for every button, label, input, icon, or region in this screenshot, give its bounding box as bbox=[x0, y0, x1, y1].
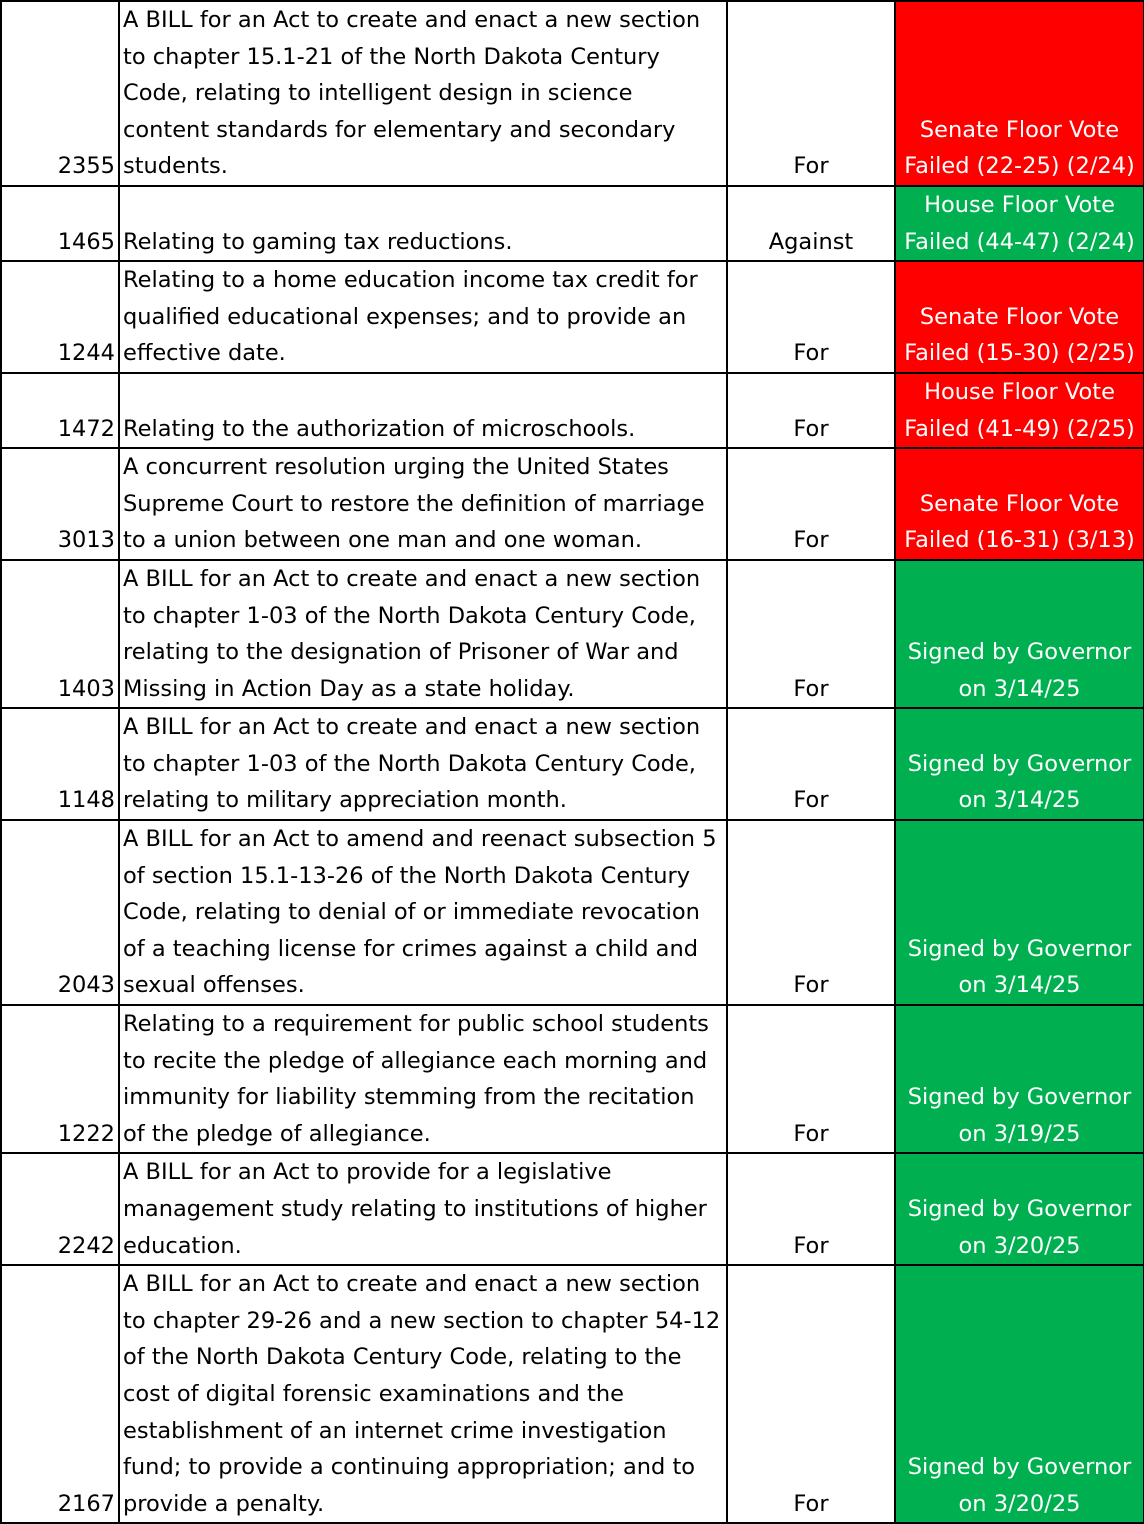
status-cell: Senate Floor Vote Failed (16-31) (3/13) bbox=[895, 448, 1144, 560]
bill-description: Relating to the authorization of microschools. bbox=[119, 373, 727, 448]
table-row bbox=[1, 1, 1144, 186]
bill-number: 2167 bbox=[1, 1265, 119, 1523]
bill-description: A BILL for an Act to create and enact a new section to chapter 1-03 of the North Dakota Century Code, relating to military appreciation month. bbox=[119, 708, 727, 820]
position-cell: For bbox=[727, 560, 895, 708]
bill-number: 1472 bbox=[1, 373, 119, 448]
bill-description: A concurrent resolution urging the United States Supreme Court to restore the definition of marriage to a union between one man and one woman. bbox=[119, 448, 727, 560]
status-cell: Senate Floor Vote Failed (22-25) (2/24) bbox=[895, 1, 1144, 186]
bill-description: A BILL for an Act to create and enact a new section to chapter 1-03 of the North Dakota Century Code, relating to the designation of Prisoner of War and Missing in Action Day as a state holiday. bbox=[119, 560, 727, 708]
status-cell: Signed by Governor on 3/14/25 bbox=[895, 820, 1144, 1005]
table-row bbox=[1, 186, 1144, 261]
bill-description: Relating to a home education income tax credit for qualified educational expenses; and to provide an effective date. bbox=[119, 261, 727, 373]
bill-description: A BILL for an Act to create and enact a new section to chapter 15.1-21 of the North Dakota Century Code, relating to intelligent design in science content standards for elementary and secondary students. bbox=[119, 1, 727, 186]
bill-number: 2242 bbox=[1, 1153, 119, 1265]
status-cell: Signed by Governor on 3/20/25 bbox=[895, 1153, 1144, 1265]
position-cell: For bbox=[727, 1265, 895, 1523]
position-cell: For bbox=[727, 1005, 895, 1153]
table-row bbox=[1, 1265, 1144, 1523]
position-cell: For bbox=[727, 708, 895, 820]
position-cell: For bbox=[727, 1153, 895, 1265]
position-cell: For bbox=[727, 261, 895, 373]
table-row bbox=[1, 1005, 1144, 1153]
status-cell: Signed by Governor on 3/14/25 bbox=[895, 708, 1144, 820]
status-cell: Signed by Governor on 3/19/25 bbox=[895, 1005, 1144, 1153]
bill-number: 1465 bbox=[1, 186, 119, 261]
bill-number: 1222 bbox=[1, 1005, 119, 1153]
bill-number: 1244 bbox=[1, 261, 119, 373]
table-row bbox=[1, 820, 1144, 1005]
status-cell: House Floor Vote Failed (44-47) (2/24) bbox=[895, 186, 1144, 261]
bill-description: Relating to a requirement for public school students to recite the pledge of allegiance each morning and immunity for liability stemming from the recitation of the pledge of allegiance. bbox=[119, 1005, 727, 1153]
table-row bbox=[1, 560, 1144, 708]
bill-number: 2043 bbox=[1, 820, 119, 1005]
table-row bbox=[1, 448, 1144, 560]
bill-description: A BILL for an Act to provide for a legislative management study relating to institutions of higher education. bbox=[119, 1153, 727, 1265]
table-row bbox=[1, 1153, 1144, 1265]
status-cell: Signed by Governor on 3/20/25 bbox=[895, 1265, 1144, 1523]
bill-description: Relating to gaming tax reductions. bbox=[119, 186, 727, 261]
position-cell: For bbox=[727, 1, 895, 186]
status-cell: Signed by Governor on 3/14/25 bbox=[895, 560, 1144, 708]
position-cell: Against bbox=[727, 186, 895, 261]
bill-number: 1148 bbox=[1, 708, 119, 820]
table-row bbox=[1, 261, 1144, 373]
bill-number: 2355 bbox=[1, 1, 119, 186]
bill-description: A BILL for an Act to amend and reenact subsection 5 of section 15.1-13-26 of the North Dakota Century Code, relating to denial of or immediate revocation of a teaching license for crimes against a child and sexual offenses. bbox=[119, 820, 727, 1005]
position-cell: For bbox=[727, 820, 895, 1005]
status-cell: House Floor Vote Failed (41-49) (2/25) bbox=[895, 373, 1144, 448]
bill-number: 1403 bbox=[1, 560, 119, 708]
bill-number: 3013 bbox=[1, 448, 119, 560]
status-cell: Senate Floor Vote Failed (15-30) (2/25) bbox=[895, 261, 1144, 373]
table-row bbox=[1, 373, 1144, 448]
bill-table-body bbox=[1, 1, 1144, 1523]
position-cell: For bbox=[727, 373, 895, 448]
position-cell: For bbox=[727, 448, 895, 560]
bill-description: A BILL for an Act to create and enact a new section to chapter 29-26 and a new section to chapter 54-12 of the North Dakota Century Code, relating to the cost of digital forensic examinations and the establishment of an internet crime investigation fund; to provide a continuing appropriation; and to provide a penalty. bbox=[119, 1265, 727, 1523]
table-row bbox=[1, 708, 1144, 820]
